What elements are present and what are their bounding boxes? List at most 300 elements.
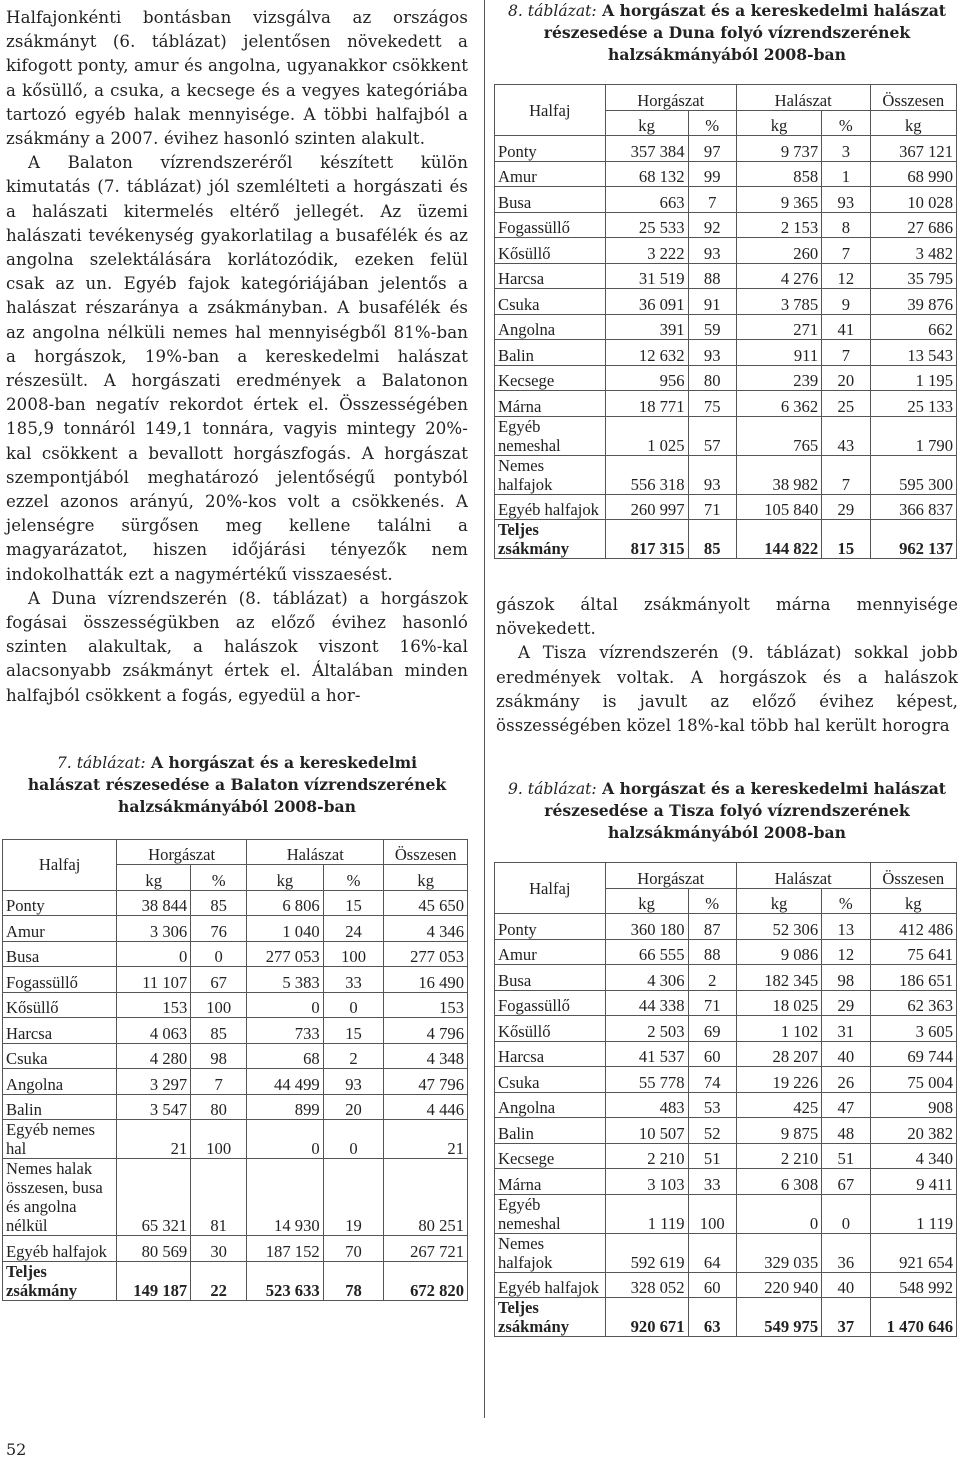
halaszat-pct-cell: 7	[822, 340, 870, 366]
fish-name-cell: Teljes zsákmány	[495, 520, 606, 559]
halaszat-pct-cell: 15	[822, 520, 870, 559]
halaszat-kg-cell: 0	[247, 992, 324, 1018]
table7-balaton	[2, 839, 468, 1301]
horgaszat-kg-cell: 4 306	[605, 965, 688, 991]
fish-name-cell: Kecsege	[495, 1143, 606, 1169]
osszesen-kg-cell: 27 686	[870, 212, 956, 238]
horgaszat-pct-cell: 71	[688, 990, 736, 1016]
halaszat-pct-cell: 40	[822, 1041, 870, 1067]
osszesen-kg-cell: 4 348	[384, 1043, 468, 1069]
fish-name-cell: Teljes zsákmány	[495, 1298, 606, 1337]
table-row	[3, 1043, 468, 1069]
fish-name-cell: Angolna	[495, 314, 606, 340]
horgaszat-header: Horgászat	[117, 839, 247, 865]
osszesen-kg-cell: 62 363	[870, 990, 956, 1016]
horgaszat-kg-cell: 38 844	[117, 890, 191, 916]
fish-name-cell: Nemes halfajok	[495, 1233, 606, 1272]
pct-header: %	[191, 865, 247, 891]
halaszat-kg-cell: 105 840	[736, 494, 821, 520]
paragraph-balaton: A Balaton vízrendszeréről készített külön kimutatás (7. táblázat) jól szemlélteti a horgászati és a halászati kitermelés eltérő jellegét. Az üzemi halászati tevékenység gyakorlatilag a busafélék és az angolna szelektálására korlátozódik, ezeken felül csak az un. Egyéb fajok kategóriájában jelentős a halászat részaránya a zsákmányban. A busafélék és az angolna nélküli nemes hal mennyiségből 81%-ban a horgászok, 19%-ban a kereskedelmi halászat részesült. A horgászati eredmények a Balatonon 2008-ban negatív rekordot értek el. Összességében 185,9 tonnáról 149,1 tonnára, vagyis mintegy 20%-kal csökkent a bevallott horgászfogás. A horgászat szempontjából meghatározó jelentőségű pontyból ezzel azonos arányú, 20%-kos volt a csökkenés. A jelenségre sürgősen meg kellene találni a magyarázatot, hiszen időjárási tényezők nem indokolhatták ezt a nagymértékű visszaesést.	[6, 153, 468, 584]
page-number: 52	[6, 1440, 27, 1459]
horgaszat-pct-cell: 93	[688, 455, 736, 494]
table-row	[3, 967, 468, 993]
table-row	[495, 391, 957, 417]
halaszat-pct-cell: 13	[822, 914, 870, 940]
fish-name-cell: Egyéb halfajok	[495, 494, 606, 520]
halaszat-pct-cell: 20	[323, 1094, 384, 1120]
fish-name-cell: Csuka	[495, 1067, 606, 1093]
osszesen-kg-cell: 672 820	[384, 1261, 468, 1300]
horgaszat-pct-cell: 0	[191, 941, 247, 967]
horgaszat-pct-cell: 97	[688, 136, 736, 162]
table8-caption	[496, 0, 958, 66]
horgaszat-pct-cell: 100	[191, 992, 247, 1018]
fish-name-cell: Ponty	[3, 890, 117, 916]
fish-name-cell: Márna	[495, 391, 606, 417]
osszesen-kg-cell: 45 650	[384, 890, 468, 916]
halaszat-kg-cell: 277 053	[247, 941, 324, 967]
fish-name-cell: Angolna	[495, 1092, 606, 1118]
horgaszat-pct-cell: 7	[688, 187, 736, 213]
halaszat-kg-cell: 14 930	[247, 1159, 324, 1236]
table9-caption-text: A horgászat és a kereskedelmi halászat részesedése a Tisza folyó vízrendszerének halzsákmányából 2008-ban	[544, 779, 947, 843]
table-row	[495, 416, 957, 455]
osszesen-kg-cell: 3 482	[870, 238, 956, 264]
halaszat-pct-cell: 24	[323, 916, 384, 942]
halaszat-pct-cell: 41	[822, 314, 870, 340]
kg-header: kg	[736, 888, 821, 914]
table-row	[3, 916, 468, 942]
fish-name-cell: Amur	[495, 161, 606, 187]
horgaszat-pct-cell: 80	[191, 1094, 247, 1120]
osszesen-kg-cell: 662	[870, 314, 956, 340]
osszesen-kg-cell: 4 446	[384, 1094, 468, 1120]
horgaszat-kg-cell: 80 569	[117, 1236, 191, 1262]
horgaszat-pct-cell: 67	[191, 967, 247, 993]
table-row	[495, 939, 957, 965]
halaszat-pct-cell: 12	[822, 939, 870, 965]
left-column	[6, 6, 468, 1301]
halaszat-kg-cell: 28 207	[736, 1041, 821, 1067]
table8-caption-lead: 8. táblázat:	[507, 2, 597, 20]
horgaszat-pct-cell: 7	[191, 1069, 247, 1095]
osszesen-kg-cell: 4 340	[870, 1143, 956, 1169]
osszesen-header: Összesen	[870, 85, 956, 111]
osszesen-kg-cell: 186 651	[870, 965, 956, 991]
halaszat-kg-cell: 9 875	[736, 1118, 821, 1144]
horgaszat-kg-cell: 31 519	[605, 263, 688, 289]
table9-caption-lead: 9. táblázat:	[507, 780, 597, 799]
halaszat-pct-cell: 0	[323, 1120, 384, 1159]
halaszat-pct-cell: 31	[822, 1016, 870, 1042]
horgaszat-pct-cell: 100	[191, 1120, 247, 1159]
halaszat-kg-cell: 271	[736, 314, 821, 340]
halaszat-kg-cell: 38 982	[736, 455, 821, 494]
horgaszat-kg-cell: 65 321	[117, 1159, 191, 1236]
table-row	[495, 289, 957, 315]
halaszat-pct-cell: 98	[822, 965, 870, 991]
horgaszat-kg-cell: 920 671	[605, 1298, 688, 1337]
table-row	[495, 1092, 957, 1118]
horgaszat-pct-cell: 85	[191, 890, 247, 916]
fish-name-cell: Fogassüllő	[3, 967, 117, 993]
osszesen-kg-cell: 16 490	[384, 967, 468, 993]
table-row	[495, 365, 957, 391]
table-row	[495, 455, 957, 494]
halaszat-kg-cell: 6 362	[736, 391, 821, 417]
table-row	[495, 1194, 957, 1233]
horgaszat-kg-cell: 2 503	[605, 1016, 688, 1042]
horgaszat-pct-cell: 53	[688, 1092, 736, 1118]
osszesen-kg-cell: 75 004	[870, 1067, 956, 1093]
fish-name-cell: Nemes halak összesen, busa és angolna nélkül	[3, 1159, 117, 1236]
halaszat-kg-cell: 2 210	[736, 1143, 821, 1169]
osszesen-kg-cell: 47 796	[384, 1069, 468, 1095]
horgaszat-kg-cell: 41 537	[605, 1041, 688, 1067]
table-row	[3, 1018, 468, 1044]
table-row	[495, 136, 957, 162]
horgaszat-kg-cell: 11 107	[117, 967, 191, 993]
table-row	[495, 1298, 957, 1337]
horgaszat-kg-cell: 149 187	[117, 1261, 191, 1300]
fish-name-cell: Harcsa	[495, 1041, 606, 1067]
table-row	[3, 1159, 468, 1236]
osszesen-kg-cell: 1 790	[870, 416, 956, 455]
halaszat-pct-cell: 40	[822, 1272, 870, 1298]
halaszat-pct-cell: 7	[822, 455, 870, 494]
halaszat-kg-cell: 52 306	[736, 914, 821, 940]
halaszat-header: Halászat	[247, 839, 384, 865]
halaszat-kg-cell: 3 785	[736, 289, 821, 315]
halaszat-pct-cell: 48	[822, 1118, 870, 1144]
fish-name-cell: Busa	[495, 965, 606, 991]
table-row	[3, 1120, 468, 1159]
halaszat-kg-cell: 425	[736, 1092, 821, 1118]
kg-header: kg	[736, 110, 821, 136]
horgaszat-pct-cell: 64	[688, 1233, 736, 1272]
table-row	[3, 1094, 468, 1120]
fish-name-cell: Harcsa	[495, 263, 606, 289]
table-row	[3, 941, 468, 967]
osszesen-kg-cell: 412 486	[870, 914, 956, 940]
horgaszat-pct-cell: 75	[688, 391, 736, 417]
horgaszat-kg-cell: 357 384	[605, 136, 688, 162]
horgaszat-kg-cell: 18 771	[605, 391, 688, 417]
table-row	[495, 520, 957, 559]
halaszat-pct-cell: 29	[822, 494, 870, 520]
halaszat-kg-cell: 9 086	[736, 939, 821, 965]
halaszat-kg-cell: 220 940	[736, 1272, 821, 1298]
table-row	[495, 314, 957, 340]
horgaszat-kg-cell: 817 315	[605, 520, 688, 559]
halaszat-kg-cell: 549 975	[736, 1298, 821, 1337]
table9-caption	[496, 778, 958, 844]
table7-caption-text: A horgászat és a kereskedelmi halászat részesedése a Balaton vízrendszerének halzsákmányából 2008-ban	[27, 752, 447, 816]
halaszat-kg-cell: 68	[247, 1043, 324, 1069]
halaszat-kg-cell: 899	[247, 1094, 324, 1120]
osszesen-kg-cell: 267 721	[384, 1236, 468, 1262]
paragraph-halfaj-bontas: Halfajonkénti bontásban vizsgálva az országos zsákmányt (6. táblázat) jelentősen növekedett a kifogott ponty, amur és angolna, ugyanakkor csökkent a kősüllő, a csuka, a kecsege és a vegyes kategóriába tartozó egyéb halak mennyisége. A többi halfajból a zsákmány a 2007. évihez hasonló szinten alakult.	[6, 8, 468, 149]
fish-name-cell: Kősüllő	[495, 1016, 606, 1042]
pct-header: %	[688, 888, 736, 914]
horgaszat-kg-cell: 12 632	[605, 340, 688, 366]
halaszat-kg-cell: 9 365	[736, 187, 821, 213]
halaszat-pct-cell: 70	[323, 1236, 384, 1262]
fish-name-cell: Egyéb halfajok	[3, 1236, 117, 1262]
halaszat-kg-cell: 19 226	[736, 1067, 821, 1093]
kg-header: kg	[117, 865, 191, 891]
horgaszat-pct-cell: 99	[688, 161, 736, 187]
osszesen-kg-cell: 548 992	[870, 1272, 956, 1298]
table8-caption-text: A horgászat és a kereskedelmi halászat részesedése a Duna folyó vízrendszerének halzsákmányából 2008-ban	[543, 1, 947, 64]
horgaszat-pct-cell: 59	[688, 314, 736, 340]
horgaszat-pct-cell: 69	[688, 1016, 736, 1042]
fish-name-cell: Csuka	[3, 1043, 117, 1069]
halaszat-pct-cell: 100	[323, 941, 384, 967]
osszesen-kg-cell: 367 121	[870, 136, 956, 162]
horgaszat-pct-cell: 92	[688, 212, 736, 238]
right-column	[496, 0, 958, 1337]
table-row	[495, 990, 957, 1016]
horgaszat-pct-cell: 81	[191, 1159, 247, 1236]
halaszat-header: Halászat	[736, 85, 870, 111]
horgaszat-kg-cell: 3 297	[117, 1069, 191, 1095]
halaszat-kg-cell: 5 383	[247, 967, 324, 993]
table-row	[495, 1169, 957, 1195]
table-row	[495, 1143, 957, 1169]
halaszat-pct-cell: 93	[323, 1069, 384, 1095]
table-row	[495, 1067, 957, 1093]
paragraph-duna: A Duna vízrendszerén (8. táblázat) a horgászok fogásai összességükben az előző évihez hasonló szinten alakultak, a halászok viszont 16%-kal alacsonyabb zsákmányt értek el. Általában minden halfajból csökkent a fogás, egyedül a hor-	[6, 588, 468, 705]
horgaszat-header: Horgászat	[605, 863, 736, 889]
horgaszat-pct-cell: 30	[191, 1236, 247, 1262]
osszesen-kg-cell: 277 053	[384, 941, 468, 967]
horgaszat-kg-cell: 391	[605, 314, 688, 340]
horgaszat-pct-cell: 57	[688, 416, 736, 455]
kg-header: kg	[384, 865, 468, 891]
table-row	[495, 1233, 957, 1272]
halaszat-pct-cell: 51	[822, 1143, 870, 1169]
horgaszat-kg-cell: 3 306	[117, 916, 191, 942]
fish-name-cell: Márna	[495, 1169, 606, 1195]
halaszat-kg-cell: 1 040	[247, 916, 324, 942]
osszesen-kg-cell: 908	[870, 1092, 956, 1118]
halfaj-header: Halfaj	[495, 863, 606, 914]
halaszat-pct-cell: 3	[822, 136, 870, 162]
table-row	[495, 1041, 957, 1067]
horgaszat-kg-cell: 556 318	[605, 455, 688, 494]
halaszat-kg-cell: 18 025	[736, 990, 821, 1016]
table9-tisza	[494, 862, 957, 1337]
table-row	[495, 965, 957, 991]
horgaszat-kg-cell: 3 547	[117, 1094, 191, 1120]
table-row	[3, 1069, 468, 1095]
horgaszat-pct-cell: 51	[688, 1143, 736, 1169]
horgaszat-pct-cell: 88	[688, 263, 736, 289]
osszesen-kg-cell: 68 990	[870, 161, 956, 187]
table-row	[495, 161, 957, 187]
osszesen-kg-cell: 10 028	[870, 187, 956, 213]
table-row	[495, 212, 957, 238]
osszesen-kg-cell: 1 195	[870, 365, 956, 391]
fish-name-cell: Egyéb nemeshal	[495, 1194, 606, 1233]
halaszat-pct-cell: 2	[323, 1043, 384, 1069]
osszesen-kg-cell: 39 876	[870, 289, 956, 315]
table-row	[495, 1118, 957, 1144]
osszesen-kg-cell: 153	[384, 992, 468, 1018]
horgaszat-pct-cell: 93	[688, 340, 736, 366]
horgaszat-kg-cell: 4 063	[117, 1018, 191, 1044]
kg-header: kg	[605, 888, 688, 914]
horgaszat-kg-cell: 36 091	[605, 289, 688, 315]
halaszat-kg-cell: 858	[736, 161, 821, 187]
horgaszat-kg-cell: 55 778	[605, 1067, 688, 1093]
fish-name-cell: Nemes halfajok	[495, 455, 606, 494]
halaszat-kg-cell: 4 276	[736, 263, 821, 289]
osszesen-kg-cell: 4 346	[384, 916, 468, 942]
pct-header: %	[822, 110, 870, 136]
halaszat-pct-cell: 19	[323, 1159, 384, 1236]
table-row	[3, 890, 468, 916]
osszesen-kg-cell: 25 133	[870, 391, 956, 417]
kg-header: kg	[247, 865, 324, 891]
halaszat-pct-cell: 25	[822, 391, 870, 417]
pct-header: %	[688, 110, 736, 136]
table-row	[495, 914, 957, 940]
horgaszat-pct-cell: 85	[688, 520, 736, 559]
halaszat-pct-cell: 29	[822, 990, 870, 1016]
horgaszat-kg-cell: 956	[605, 365, 688, 391]
horgaszat-pct-cell: 88	[688, 939, 736, 965]
halaszat-kg-cell: 182 345	[736, 965, 821, 991]
halaszat-kg-cell: 2 153	[736, 212, 821, 238]
fish-name-cell: Balin	[3, 1094, 117, 1120]
fish-name-cell: Csuka	[495, 289, 606, 315]
horgaszat-pct-cell: 85	[191, 1018, 247, 1044]
fish-name-cell: Balin	[495, 340, 606, 366]
kg-header: kg	[605, 110, 688, 136]
osszesen-kg-cell: 921 654	[870, 1233, 956, 1272]
fish-name-cell: Kecsege	[495, 365, 606, 391]
osszesen-kg-cell: 962 137	[870, 520, 956, 559]
halaszat-pct-cell: 8	[822, 212, 870, 238]
halaszat-kg-cell: 187 152	[247, 1236, 324, 1262]
horgaszat-pct-cell: 91	[688, 289, 736, 315]
halaszat-pct-cell: 33	[323, 967, 384, 993]
table-row	[495, 494, 957, 520]
osszesen-kg-cell: 75 641	[870, 939, 956, 965]
table8-duna	[494, 84, 957, 559]
fish-name-cell: Ponty	[495, 914, 606, 940]
halaszat-kg-cell: 44 499	[247, 1069, 324, 1095]
halaszat-pct-cell: 78	[323, 1261, 384, 1300]
horgaszat-kg-cell: 360 180	[605, 914, 688, 940]
fish-name-cell: Kősüllő	[495, 238, 606, 264]
horgaszat-header: Horgászat	[605, 85, 736, 111]
osszesen-kg-cell: 4 796	[384, 1018, 468, 1044]
halaszat-pct-cell: 20	[822, 365, 870, 391]
paragraph-duna-cont: gászok által zsákmányolt márna mennyisége növekedett.	[496, 595, 958, 639]
table-row	[495, 263, 957, 289]
horgaszat-kg-cell: 1 025	[605, 416, 688, 455]
horgaszat-kg-cell: 260 997	[605, 494, 688, 520]
halaszat-pct-cell: 36	[822, 1233, 870, 1272]
osszesen-kg-cell: 366 837	[870, 494, 956, 520]
osszesen-kg-cell: 3 605	[870, 1016, 956, 1042]
horgaszat-pct-cell: 52	[688, 1118, 736, 1144]
osszesen-kg-cell: 13 543	[870, 340, 956, 366]
fish-name-cell: Teljes zsákmány	[3, 1261, 117, 1300]
table-row	[495, 1016, 957, 1042]
osszesen-kg-cell: 595 300	[870, 455, 956, 494]
osszesen-header: Összesen	[870, 863, 956, 889]
horgaszat-kg-cell: 68 132	[605, 161, 688, 187]
horgaszat-kg-cell: 328 052	[605, 1272, 688, 1298]
fish-name-cell: Balin	[495, 1118, 606, 1144]
halaszat-kg-cell: 6 806	[247, 890, 324, 916]
horgaszat-pct-cell: 22	[191, 1261, 247, 1300]
horgaszat-pct-cell: 76	[191, 916, 247, 942]
halaszat-pct-cell: 93	[822, 187, 870, 213]
halaszat-pct-cell: 67	[822, 1169, 870, 1195]
halaszat-kg-cell: 0	[247, 1120, 324, 1159]
fish-name-cell: Fogassüllő	[495, 990, 606, 1016]
halfaj-header: Halfaj	[495, 85, 606, 136]
table-row	[3, 1236, 468, 1262]
table7-caption-lead: 7. táblázat:	[56, 753, 146, 772]
column-divider	[484, 0, 485, 1418]
horgaszat-pct-cell: 33	[688, 1169, 736, 1195]
horgaszat-kg-cell: 592 619	[605, 1233, 688, 1272]
horgaszat-pct-cell: 87	[688, 914, 736, 940]
halaszat-kg-cell: 765	[736, 416, 821, 455]
horgaszat-kg-cell: 25 533	[605, 212, 688, 238]
halaszat-pct-cell: 9	[822, 289, 870, 315]
halaszat-kg-cell: 329 035	[736, 1233, 821, 1272]
table-row	[495, 187, 957, 213]
halaszat-pct-cell: 37	[822, 1298, 870, 1337]
paragraph-tisza: A Tisza vízrendszerén (9. táblázat) sokkal jobb eredmények voltak. A horgászok és a halászok zsákmány is javult az előző évihez képest, összességében közel 18%-kal több hal került horogra	[496, 643, 958, 736]
horgaszat-kg-cell: 66 555	[605, 939, 688, 965]
halaszat-kg-cell: 9 737	[736, 136, 821, 162]
fish-name-cell: Amur	[495, 939, 606, 965]
horgaszat-pct-cell: 71	[688, 494, 736, 520]
pct-header: %	[822, 888, 870, 914]
halaszat-kg-cell: 911	[736, 340, 821, 366]
fish-name-cell: Fogassüllő	[495, 212, 606, 238]
osszesen-kg-cell: 1 119	[870, 1194, 956, 1233]
halaszat-pct-cell: 0	[822, 1194, 870, 1233]
halaszat-pct-cell: 15	[323, 1018, 384, 1044]
horgaszat-kg-cell: 44 338	[605, 990, 688, 1016]
horgaszat-pct-cell: 60	[688, 1041, 736, 1067]
horgaszat-kg-cell: 2 210	[605, 1143, 688, 1169]
halaszat-pct-cell: 26	[822, 1067, 870, 1093]
halaszat-pct-cell: 7	[822, 238, 870, 264]
halaszat-pct-cell: 12	[822, 263, 870, 289]
fish-name-cell: Egyéb nemeshal	[495, 416, 606, 455]
table-row	[495, 340, 957, 366]
halaszat-pct-cell: 15	[323, 890, 384, 916]
halaszat-kg-cell: 1 102	[736, 1016, 821, 1042]
table-row	[495, 1272, 957, 1298]
horgaszat-kg-cell: 3 222	[605, 238, 688, 264]
osszesen-kg-cell: 1 470 646	[870, 1298, 956, 1337]
osszesen-kg-cell: 9 411	[870, 1169, 956, 1195]
horgaszat-pct-cell: 60	[688, 1272, 736, 1298]
osszesen-kg-cell: 80 251	[384, 1159, 468, 1236]
horgaszat-kg-cell: 4 280	[117, 1043, 191, 1069]
